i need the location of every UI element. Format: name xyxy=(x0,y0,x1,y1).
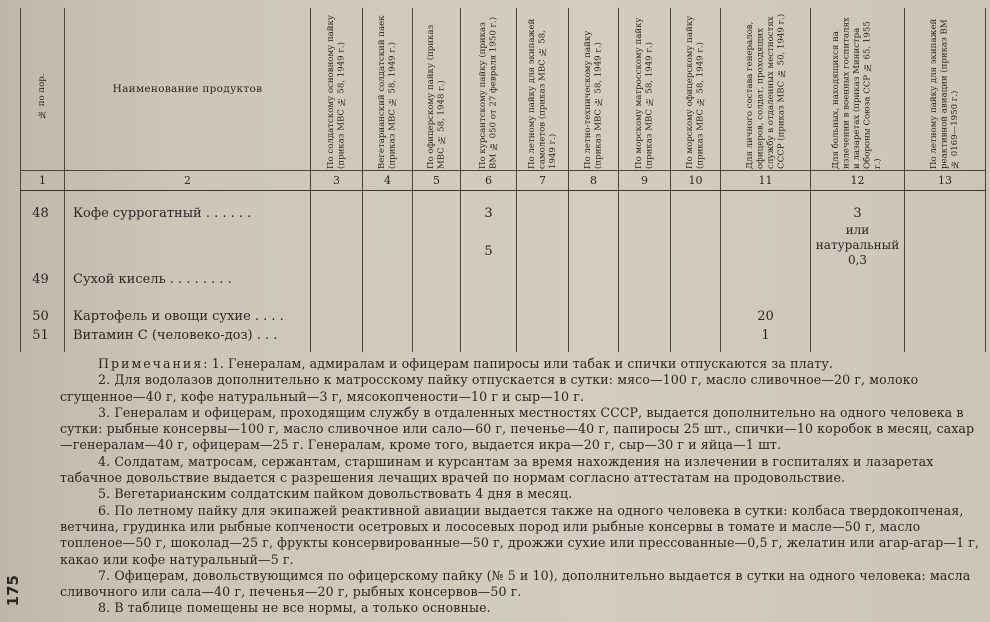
product-name: Картофель и овощи сухие . . . . xyxy=(65,309,311,328)
header-col-2: Наименование продуктов xyxy=(65,8,311,170)
row-number: 48 xyxy=(21,206,65,273)
header-col-12: Для больных, находящихся на излечении в военных госпиталях и лазаретах (приказ Министра Обороны Союза ССР № 65, 1955 г.) xyxy=(811,8,905,170)
header-col-9: По морскому матросскому пайку (приказ МВС № 58, 1949 г.) xyxy=(619,8,671,170)
product-name: Кофе суррогатный . . . . . . xyxy=(65,206,311,273)
col-number: 8 xyxy=(569,170,619,190)
product-name: Витамин С (человеко-доз) . . . xyxy=(65,328,311,352)
header-col-8: По летно-техническому пайку (приказ МВС № 58, 1949 г.) xyxy=(569,8,619,170)
cell-value: 3 или натуральный 0,3 xyxy=(811,206,905,273)
cell-value: 5 xyxy=(461,244,517,281)
col-number: 13 xyxy=(905,170,986,190)
notes-title: Примечания xyxy=(98,356,204,371)
note-8: 8. В таблице помещены не все нормы, а только основные. xyxy=(98,600,491,616)
row-number: 50 xyxy=(21,309,65,328)
col-number: 10 xyxy=(671,170,721,190)
note-5: 5. Вегетарианским солдатским пайком довольствовать 4 дня в месяц. xyxy=(98,486,573,502)
header-col-3: По солдатскому основному пайку (приказ МВС № 58, 1949 г.) xyxy=(311,8,363,170)
rations-table xyxy=(20,8,986,352)
col-number: 1 xyxy=(21,170,65,190)
header-col-5: По офицерскому пайку (приказ МВС № 58, 1948 г.) xyxy=(413,8,461,170)
table-row xyxy=(21,272,986,309)
cell-value: 3 xyxy=(461,206,517,273)
note-3: 3. Генералам и офицерам, проходящим службу в отдаленных местностях СССР, выдается дополнительно на одного человека в сутки: рыбные консервы—100 г, масло сливочное или сало—60 г, печенье—40 г, папиросы 25 шт., спички—10 коробок в месяц, сахар—генералам—40 г, офицерам—25 г. Генералам, кроме того, выдается икра—20 г, сыр—30 г и яйца—1 шт. xyxy=(60,404,975,453)
col-number: 3 xyxy=(311,170,363,190)
page-number: 175 xyxy=(4,575,22,607)
header-col-1: № по пор. xyxy=(21,8,65,170)
col-number: 5 xyxy=(413,170,461,190)
header-col-6: По курсантскому пайку (приказ ВМ № 050 от 27 февраля 1950 г.) xyxy=(461,8,517,170)
note-1: Примечания: 1. Генералам, адмиралам и офицерам папиросы или табак и спички отпускаются за плату. xyxy=(98,356,833,371)
col-number: 2 xyxy=(65,170,311,190)
note-6: 6. По летному пайку для экипажей реактивной авиации выдается также на одного человека в сутки: колбаса твердокопченая, ветчина, грудинка или рыбные копчености осетровых и лососевых пород или рыбные консервы в томате и масле—50 г, масло топленое—50 г, шоколад—25 г, фрукты консервированные—50 г, дрожжи сухие или прессованные—0,5 г, желатин или агар-агар—1 г, какао или кофе натуральный—5 г. xyxy=(60,502,980,567)
col-number: 7 xyxy=(517,170,569,190)
note-4: 4. Солдатам, матросам, сержантам, старшинам и курсантам за время нахождения на излечении в госпиталях и лазаретах табачное довольствие выдается с разрешения лечащих врачей по нормам согласно аттестатам на продовольствие. xyxy=(60,453,934,486)
header-col-11: Для личного состава генералов, офицеров, солдат, проходящих службу в отдаленных местностях СССР (приказ МВС № 50, 1949 г.) xyxy=(721,8,811,170)
product-name: Сухой кисель . . . . . . . . xyxy=(65,272,311,309)
cell-value: 20 xyxy=(721,309,811,328)
header-col-10: По морскому офицерскому пайку (приказ МВС № 58, 1949 г.) xyxy=(671,8,721,170)
table-row xyxy=(21,328,986,352)
header-col-4: Вегетарианский солдатский паек (приказ МВС № 58, 1949 г.) xyxy=(363,8,413,170)
note-7: 7. Офицерам, довольствующимся по офицерскому пайку (№ 5 и 10), дополнительно выдается в сутки на одного человека: масла сливочного или сала—40 г, печенья—20 г, рыбных консервов—50 г. xyxy=(60,567,971,600)
header-col-7: По летному пайку для экипажей самолетов (приказ МВС № 58, 1949 г.) xyxy=(517,8,569,170)
col-number: 12 xyxy=(811,170,905,190)
col-number: 11 xyxy=(721,170,811,190)
row-number: 51 xyxy=(21,328,65,352)
note-2: 2. Для водолазов дополнительно к матросскому пайку отпускается в сутки: мясо—100 г, масло сливочное—20 г, молоко сгущенное—40 г, кофе натуральный—3 г, мясокопчености—10 г и сыр—10 г. xyxy=(60,372,919,404)
col-number: 4 xyxy=(363,170,413,190)
col-number: 6 xyxy=(461,170,517,190)
table-row xyxy=(21,309,986,328)
row-number: 49 xyxy=(21,272,65,309)
col-number: 9 xyxy=(619,170,671,190)
cell-value: 1 xyxy=(721,328,811,352)
notes-section xyxy=(60,356,980,617)
header-col-13: По летному пайку для экипажей реактивной авиации (приказ ВМ № 0169—1950 г.) xyxy=(905,8,986,170)
